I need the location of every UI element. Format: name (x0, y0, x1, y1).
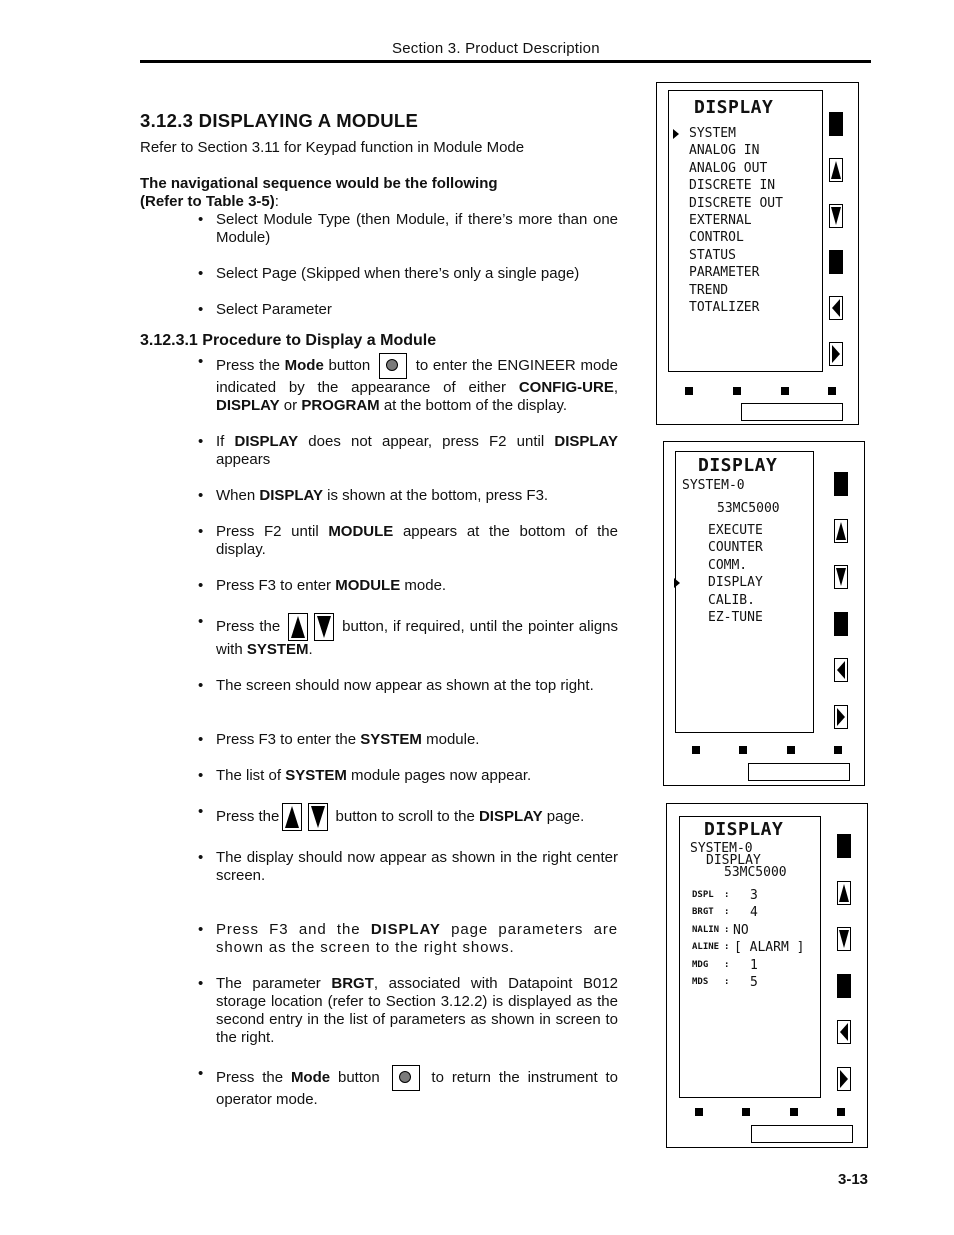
status-bar (741, 403, 843, 421)
list-item (140, 803, 618, 831)
param-value: 3 (750, 888, 758, 903)
blank-key-icon[interactable] (834, 612, 848, 636)
down-arrow-key-icon (308, 803, 328, 831)
screen-subtitle: SYSTEM-0 (690, 841, 753, 856)
step-text: to enter the ENGINEER mode indicated by the appearance of either (216, 356, 618, 396)
lcd-screen (675, 451, 814, 733)
pointer-triangle-icon (674, 578, 680, 588)
up-arrow-key-icon[interactable] (829, 158, 843, 182)
list-item: • Select Parameter (140, 301, 618, 319)
down-arrow-key-icon[interactable] (834, 565, 848, 589)
param-separator: : (724, 942, 730, 953)
step-text: button (330, 1068, 388, 1086)
screen-model: 53MC5000 (724, 865, 787, 880)
step-text: Press the (216, 617, 286, 635)
step-text: Press F3 and the (216, 921, 371, 938)
step-bold: SYSTEM (360, 731, 422, 748)
step-bold: BRGT (331, 975, 374, 992)
list-item (140, 767, 618, 785)
blank-key-icon[interactable] (829, 112, 843, 136)
menu-item: STATUS (689, 247, 736, 263)
menu-item: DISCRETE IN (689, 178, 776, 194)
status-bar (751, 1125, 853, 1143)
step-text: Press the (216, 807, 280, 825)
screen-title: DISPLAY (704, 819, 784, 840)
step-text: does not appear, press F2 until (298, 433, 555, 450)
nav-heading (140, 175, 618, 211)
step-text: Press the (216, 356, 285, 374)
function-key-icon[interactable] (834, 746, 842, 754)
step-text: module pages now appear. (346, 767, 532, 784)
list-item (140, 433, 618, 469)
function-key-icon[interactable] (787, 746, 795, 754)
list-item (140, 921, 618, 957)
step-text: page parameters are shown as the screen to the right shows. (216, 921, 618, 956)
step-text: . (308, 641, 313, 658)
param-value: [ ALARM ] (734, 940, 805, 956)
page-number: 3-13 (838, 1171, 869, 1188)
lcd-screen (668, 90, 823, 372)
function-key-icon[interactable] (692, 746, 700, 754)
main-text (140, 110, 618, 1109)
up-arrow-key-icon[interactable] (834, 519, 848, 543)
param-separator: : (724, 890, 730, 900)
step-text: Press F3 to enter (216, 577, 336, 594)
function-key-icon[interactable] (695, 1108, 703, 1116)
step-text: button (323, 356, 375, 374)
step-bold: DISPLAY (370, 921, 441, 938)
up-arrow-key-icon (288, 613, 308, 641)
param-value: 4 (750, 905, 758, 921)
blank-key-icon[interactable] (829, 250, 843, 274)
blank-key-icon[interactable] (837, 974, 851, 998)
step-bold: SYSTEM (285, 767, 347, 784)
page-header: Section 3. Product Description (392, 40, 600, 57)
step-bold: PROGRAM (301, 397, 380, 414)
function-key-icon[interactable] (781, 387, 789, 395)
lcd-screen (679, 816, 821, 1098)
menu-item: PARAMETER (689, 265, 760, 281)
right-arrow-key-icon[interactable] (829, 342, 843, 366)
param-value: NO (733, 922, 749, 938)
menu-item: DISCRETE OUT (689, 195, 783, 211)
function-key-icon[interactable] (828, 387, 836, 395)
param-separator: : (724, 924, 730, 935)
list-item: • Select Page (Skipped when there’s only a single page) (140, 265, 618, 283)
step-bold: SYSTEM (246, 641, 309, 658)
step-bold: CONFIG-URE (518, 379, 614, 396)
step-text: button, if required, until the pointer aligns with (216, 617, 619, 658)
menu-item: DISPLAY (708, 575, 763, 591)
list-item (140, 613, 618, 659)
list-item (140, 523, 618, 559)
screen-subtitle-2: DISPLAY (706, 853, 761, 868)
step-bold: DISPLAY (554, 433, 618, 450)
step-bold: Mode (290, 1068, 331, 1086)
param-name: MDG (692, 959, 709, 970)
header-rule (140, 60, 871, 63)
list-item (140, 353, 618, 415)
blank-key-icon[interactable] (834, 472, 848, 496)
list-item: • The screen should now appear as shown at the top right. (140, 677, 618, 695)
step-text: Press F2 until (216, 523, 329, 540)
menu-item: COMM. (708, 557, 748, 573)
nav-heading-line2: (Refer to Table 3-5) (140, 193, 275, 210)
step-text: or (279, 397, 302, 414)
function-key-icon[interactable] (739, 746, 747, 754)
screen-title: DISPLAY (698, 455, 778, 476)
menu-item: EZ-TUNE (708, 610, 763, 626)
menu-item: TOTALIZER (689, 300, 760, 316)
list-item (140, 1065, 618, 1109)
list-item: • Select Module Type (then Module, if there’s more than one Module) (140, 211, 618, 247)
menu-item: ANALOG IN (689, 143, 760, 159)
status-bar (748, 763, 850, 781)
intro-text: Refer to Section 3.11 for Keypad function in Module Mode (140, 139, 525, 156)
display-panel-3 (666, 803, 868, 1148)
step-text: module. (421, 731, 480, 748)
list-item: • The display should now appear as shown in the right center screen. (140, 849, 618, 885)
param-name: MDS (692, 977, 709, 987)
screen-title: DISPLAY (694, 97, 774, 118)
list-item (140, 731, 618, 749)
step-text: When (216, 487, 260, 504)
step-text: , (613, 379, 618, 396)
step-text: The parameter (216, 975, 332, 992)
menu-item: CONTROL (689, 230, 744, 246)
list-item (140, 577, 618, 595)
step-text: , associated with Datapoint B012 storage location (refer to Section 3.12.2) is displayed as the second entry in the list of parameters as shown in screen to the right. (216, 975, 618, 1046)
nav-heading-colon: : (274, 193, 279, 210)
list-item (140, 975, 618, 1047)
up-arrow-key-icon (282, 803, 302, 831)
screen-menu (708, 522, 763, 626)
mode-button-icon (392, 1065, 420, 1091)
step-text: button to scroll to the (331, 807, 479, 825)
screen-menu (689, 125, 783, 316)
step-bold: DISPLAY (216, 397, 280, 414)
down-arrow-key-icon[interactable] (829, 204, 843, 228)
left-arrow-key-icon[interactable] (834, 658, 848, 682)
menu-item: TREND (689, 282, 729, 298)
screen-model: 53MC5000 (717, 501, 780, 516)
menu-item: EXTERNAL (689, 213, 752, 229)
display-panel-1 (656, 82, 859, 425)
step-text: mode. (400, 577, 447, 594)
param-name: NALIN (692, 924, 720, 935)
left-arrow-key-icon[interactable] (829, 296, 843, 320)
param-separator: : (724, 959, 730, 970)
param-value: 1 (750, 957, 758, 973)
nav-list (140, 211, 618, 319)
step-text: is shown at the bottom, press F3. (323, 487, 549, 504)
menu-item: SYSTEM (689, 126, 736, 141)
step-text: at the bottom of the display. (379, 397, 568, 414)
step-bold: MODULE (328, 523, 394, 540)
menu-item: EXECUTE (708, 523, 763, 538)
right-arrow-key-icon[interactable] (837, 1067, 851, 1091)
param-name: BRGT (692, 907, 714, 918)
step-text: Press the (216, 1068, 291, 1086)
nav-heading-line1: The navigational sequence would be the following (140, 175, 498, 192)
step-bold: DISPLAY (259, 487, 323, 504)
param-name: DSPL (692, 890, 714, 900)
menu-item: COUNTER (708, 540, 763, 556)
step-bold: MODULE (335, 577, 401, 594)
pointer-triangle-icon (673, 129, 679, 139)
step-text: to return the instrument to operator mode. (216, 1068, 618, 1108)
mode-button-icon (379, 353, 407, 379)
list-item (140, 487, 618, 505)
step-text: page. (542, 807, 585, 825)
menu-item: ANALOG OUT (689, 160, 768, 176)
param-name: ALINE (692, 942, 720, 953)
function-key-icon[interactable] (742, 1108, 750, 1116)
step-text: If (216, 433, 235, 450)
step-text: Press F3 to enter the (216, 731, 361, 748)
function-key-icon[interactable] (685, 387, 693, 395)
function-key-icon[interactable] (837, 1108, 845, 1116)
step-bold: Mode (284, 356, 324, 374)
step-text: appears (216, 451, 271, 468)
down-arrow-key-icon (314, 613, 334, 641)
param-value: 5 (750, 975, 758, 990)
menu-item: CALIB. (708, 592, 755, 608)
function-key-icon[interactable] (733, 387, 741, 395)
procedure-list (140, 353, 618, 1109)
down-arrow-key-icon[interactable] (837, 927, 851, 951)
blank-key-icon[interactable] (837, 834, 851, 858)
subsection-title: 3.12.3.1 Procedure to Display a Module (140, 332, 437, 349)
section-title: 3.12.3 DISPLAYING A MODULE (140, 110, 419, 131)
step-text: The list of (216, 767, 286, 784)
param-separator: : (724, 907, 730, 918)
left-arrow-key-icon[interactable] (837, 1020, 851, 1044)
display-panel-2 (663, 441, 865, 786)
up-arrow-key-icon[interactable] (837, 881, 851, 905)
param-separator: : (724, 977, 730, 987)
screen-subtitle: SYSTEM-0 (682, 478, 745, 493)
function-key-icon[interactable] (790, 1108, 798, 1116)
right-arrow-key-icon[interactable] (834, 705, 848, 729)
step-bold: DISPLAY (478, 807, 543, 825)
step-bold: DISPLAY (234, 433, 299, 450)
step-text: appears at the bottom of the display. (216, 523, 618, 558)
